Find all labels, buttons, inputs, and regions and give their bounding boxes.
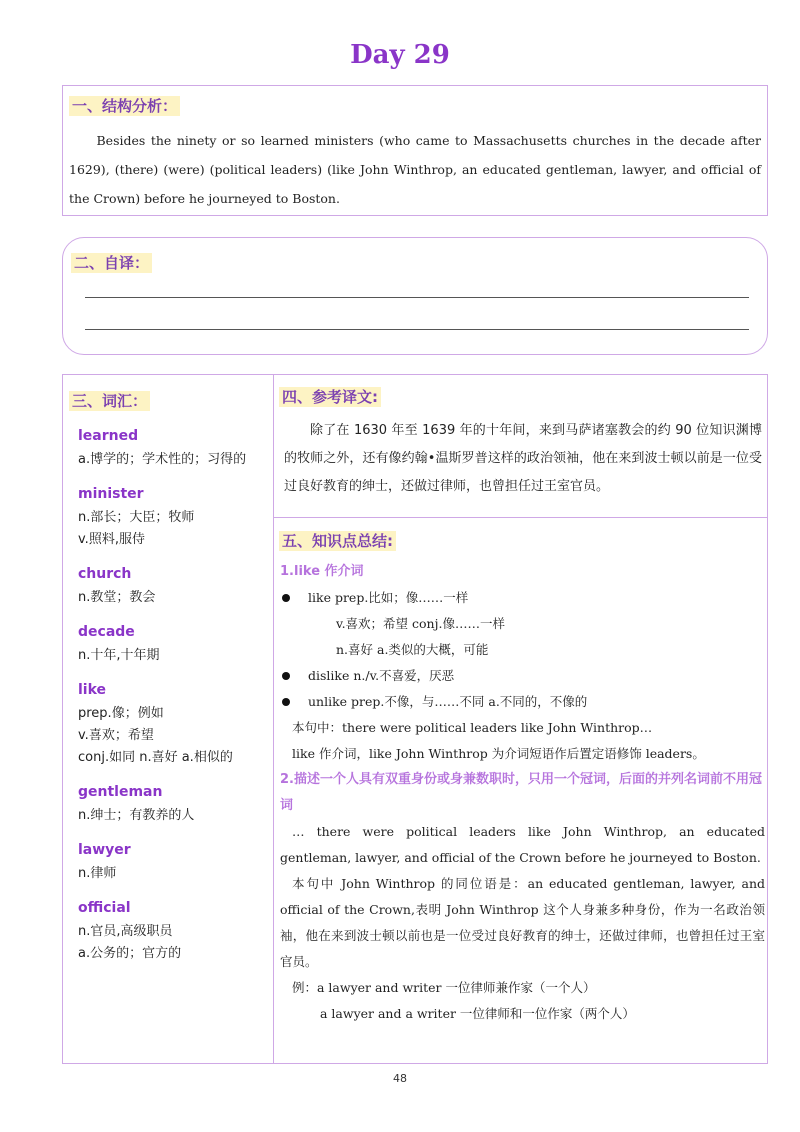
example-sentence: … there were political leaders like John Winthrop, an educated gentleman, lawyer, and official of the Crown before he journeyed to Boston. — [280, 824, 765, 865]
bullet-item — [280, 585, 765, 611]
reference-translation-text: 除了在 1630 年至 1639 年的十年间，来到马萨诸塞教会的约 90 位知识渊博的牧师之外，还有像约翰•温斯罗普这样的政治领袖，他在来到波士顿以前是一位受过良好教育的绅士，还做过律师，也曾担任过王室官员。 — [284, 423, 762, 494]
bullet-text: dislike n./v.不喜爱，厌恶 — [308, 668, 455, 683]
vocab-word: learned — [78, 428, 139, 444]
explanation: 本句中 John Winthrop 的同位语是：an educated gentleman, lawyer, and official of the Crown,表明 John Winthrop 这个人身兼多种身份，作为一名政治领袖，他在来到波士顿以前也是一位受过良好教育的绅士，还做过律师，也曾担任过王室官员。 — [280, 876, 765, 969]
bullet-text: unlike prep.不像，与……不同 a.不同的，不像的 — [308, 694, 588, 709]
structure-analysis-label: 一、结构分析： — [69, 96, 180, 116]
vocab-word: decade — [78, 624, 135, 640]
bullet-dot-icon — [282, 698, 290, 706]
column-divider — [273, 375, 274, 1063]
knowledge-summary-label: 五、知识点总结: — [279, 531, 396, 551]
knowledge-summary — [280, 559, 765, 1027]
vocab-definition: v.喜欢；希望 — [78, 728, 154, 743]
vocab-definition: n.教堂；教会 — [78, 590, 156, 605]
example-item: a lawyer and a writer 一位律师和一位作家（两个人） — [320, 1006, 635, 1021]
vocabulary-label: 三、词汇： — [69, 391, 150, 411]
structure-analysis-box — [62, 85, 768, 216]
bullet-dot-icon — [282, 594, 290, 602]
point-1-title: 1.like 作介词 — [280, 564, 364, 579]
explanation: like 作介词，like John Winthrop 为介词短语作后置定语修饰 leaders。 — [292, 746, 705, 761]
vocab-definition: prep.像；例如 — [78, 706, 164, 721]
reference-translation — [284, 417, 762, 501]
structure-analysis-text-block — [69, 126, 761, 213]
bullet-continuation: v.喜欢；希望 conj.像……一样 — [336, 616, 505, 631]
vocab-word: gentleman — [78, 784, 163, 800]
bullet-continuation: n.喜好 a.类似的大概，可能 — [336, 642, 489, 657]
vocab-definition: a.公务的；官方的 — [78, 946, 182, 961]
vocab-definition: v.照料,服侍 — [78, 532, 145, 547]
vocabulary-list — [78, 427, 268, 965]
example-item: 例：a lawyer and writer 一位律师兼作家（一个人） — [292, 980, 596, 995]
vocab-definition: n.十年,十年期 — [78, 648, 160, 663]
page-title: Day 29 — [350, 40, 450, 70]
vocab-word: church — [78, 566, 132, 582]
vocab-definition: n.官员,高级职员 — [78, 924, 173, 939]
vocab-word: like — [78, 682, 107, 698]
bullet-text: like prep.比如；像……一样 — [308, 590, 469, 605]
bullet-dot-icon — [282, 672, 290, 680]
example-sentence: 本句中：there were political leaders like John Winthrop… — [292, 720, 653, 735]
writing-line — [85, 329, 749, 330]
self-translation-label: 二、自译： — [71, 253, 152, 273]
point-2-title: 2.描述一个人具有双重身份或身兼数职时，只用一个冠词，后面的并列名词前不用冠词 — [280, 772, 762, 813]
vocab-word: lawyer — [78, 842, 131, 858]
bullet-item — [280, 689, 765, 715]
reference-translation-label: 四、参考译文: — [279, 387, 381, 407]
writing-line — [85, 297, 749, 298]
vocab-definition: n.部长；大臣；牧师 — [78, 510, 195, 525]
study-table — [62, 374, 768, 1064]
self-translation-box — [62, 237, 768, 355]
vocab-word: minister — [78, 486, 144, 502]
structure-analysis-text: Besides the ninety or so learned ministers (who came to Massachusetts churches in the decade after 1629), (there) (were) (political leaders) (like John Winthrop, an educated gentleman, lawyer, and official of the Crown) before he journeyed to Boston. — [69, 133, 761, 206]
row-divider — [273, 517, 768, 518]
vocab-definition: n.律师 — [78, 866, 117, 881]
page-number: 48 — [393, 1072, 407, 1085]
vocab-definition: conj.如同 n.喜好 a.相似的 — [78, 750, 233, 765]
bullet-item — [280, 663, 765, 689]
vocab-word: official — [78, 900, 131, 916]
vocab-definition: n.绅士；有教养的人 — [78, 808, 195, 823]
vocab-definition: a.博学的；学术性的；习得的 — [78, 452, 247, 467]
